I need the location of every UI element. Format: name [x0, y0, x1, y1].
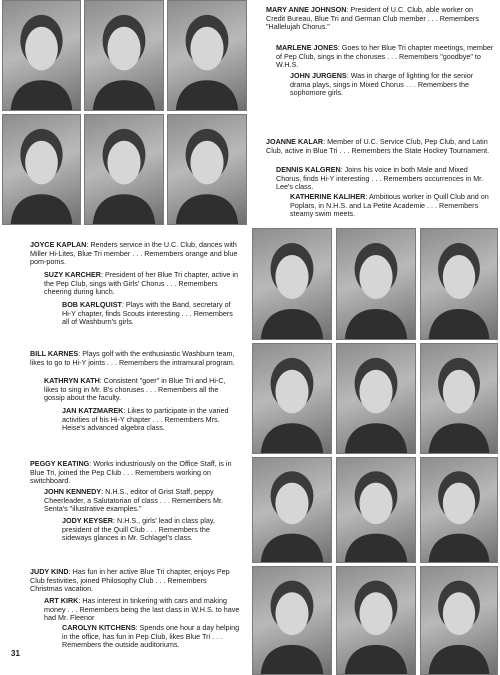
portrait-silhouette — [253, 567, 331, 674]
student-name: KATHRYN KATH — [44, 376, 100, 385]
bio-entry: ART KIRK: Has interest in tinkering with cars and making money . . . Remembers being the last class in W.H.S. to have had Mr. Fleenor — [44, 596, 240, 623]
student-name: BILL KARNES — [30, 349, 79, 358]
student-description: President of her Blue Tri chapter, active in the Pep Club, sings with Girls' Chorus . . . Remembers cheering during lunch. — [44, 270, 239, 297]
student-description: Likes to participate in the varied activities of his Hi-Y chapter . . . Remembers Mrs. Heise's advanced algebra class. — [62, 406, 229, 433]
portrait-photo — [420, 457, 498, 563]
student-name: JAN KATZMAREK — [62, 406, 124, 415]
portrait-photo — [336, 343, 416, 454]
portrait-silhouette — [421, 344, 497, 453]
portrait-photo — [2, 114, 81, 225]
bio-entry: JOANNE KALAR: Member of U.C. Service Club, Pep Club, and Latin Club, active in Blue Tri . . . Remembers the State Hockey Tournament. — [266, 137, 490, 155]
bio-entry: MARLENE JONES: Goes to her Blue Tri chapter meetings, member of Pep Club, sings in the choruses . . . Remembers "goodbye" to W.H.S. — [276, 43, 494, 70]
portrait-silhouette — [253, 344, 331, 453]
student-name: JOYCE KAPLAN — [30, 240, 87, 249]
portrait-photo — [252, 566, 332, 675]
portrait-photo — [167, 114, 247, 225]
student-description: Consistent "goer" in Blue Tri and Hi-C, likes to sing in Mr. B's choruses . . . Remembers all the gossip about the faculty. — [44, 376, 226, 403]
portrait-photo — [167, 0, 247, 111]
portrait-silhouette — [421, 458, 497, 562]
bio-entry: JUDY KIND: Has fun in her active Blue Tri chapter, enjoys Pep Club festivities, joined Philosophy Club . . . Remembers Christmas vacation. — [30, 567, 230, 594]
portrait-photo — [336, 228, 416, 340]
portrait-silhouette — [85, 115, 163, 224]
student-description: Has interest in tinkering with cars and making money . . . Remembers being the last class in W.H.S. to have had Mr. Fleenor — [44, 596, 240, 623]
bio-entry: PEGGY KEATING: Works industriously on the Office Staff, is in Blue Tri, joined the Pep Club . . . Remembers working on switchboard. — [30, 459, 232, 486]
student-description: N.H.S., girls' lead in class play, president of the Quill Club . . . Remembers the sideways glances in Mr. Schlagel's class. — [62, 516, 215, 543]
student-description: Goes to her Blue Tri chapter meetings, member of Pep Club, sings in the choruses . . . Remembers "goodbye" to W.H.S. — [276, 43, 494, 70]
bio-entry: KATHRYN KATH: Consistent "goer" in Blue Tri and Hi-C, likes to sing in Mr. B's choruses . . . Remembers all the gossip about the faculty. — [44, 376, 226, 403]
student-name: PEGGY KEATING — [30, 459, 90, 468]
portrait-silhouette — [253, 458, 331, 562]
portrait-photo — [84, 0, 164, 111]
bio-entry: JOHN JURGENS: Was in charge of lighting for the senior drama plays, sings in Mixed Chorus . . . Remembers the sophomore girls. — [290, 71, 474, 98]
bio-entry: BOB KARLQUIST: Plays with the Band, secretary of Hi-Y chapter, finds Scouts interesting . . . Remembers all of Washburn's girls. — [62, 300, 233, 327]
student-description: Works industriously on the Office Staff, is in Blue Tri, joined the Pep Club . . . Remembers working on switchboard. — [30, 459, 232, 486]
student-name: MARLENE JONES — [276, 43, 338, 52]
student-name: BOB KARLQUIST — [62, 300, 122, 309]
bio-entry: DENNIS KALGREN: Joins his voice in both Male and Mixed Chorus, finds Hi-Y interesting . . . Remembers occurrences in Mr. Lee's class. — [276, 165, 484, 192]
student-name: CAROLYN KITCHENS — [62, 623, 136, 632]
bio-entry: CAROLYN KITCHENS: Spends one hour a day helping in the office, has fun in Pep Club, likes Blue Tri . . . Remembers the outside auditoriums. — [62, 623, 240, 650]
student-name: ART KIRK — [44, 596, 79, 605]
bio-entry: MARY ANNE JOHNSON: President of U.C. Club, able worker on Credit Bureau, Blue Tri and German Club member . . . Remembers "Hallelujah Chorus." — [266, 5, 479, 32]
student-description: Spends one hour a day helping in the office, has fun in Pep Club, likes Blue Tri . . . Remembers the outside auditoriums. — [62, 623, 240, 650]
bio-entry: JAN KATZMAREK: Likes to participate in the varied activities of his Hi-Y chapter . . . Remembers Mrs. Heise's advanced algebra class. — [62, 406, 229, 433]
student-description: Ambitious worker in Quill Club and on Poplars, in N.H.S. and La Petite Academie . . . Remembers steamy swim meets. — [290, 192, 489, 219]
bio-entry: JODY KEYSER: N.H.S., girls' lead in class play, president of the Quill Club . . . Remembers the sideways glances in Mr. Schlagel's class. — [62, 516, 215, 543]
portrait-photo — [420, 566, 498, 675]
portrait-silhouette — [337, 458, 415, 562]
portrait-silhouette — [168, 1, 246, 110]
portrait-photo — [84, 114, 164, 225]
student-name: SUZY KARCHER — [44, 270, 101, 279]
student-name: JODY KEYSER — [62, 516, 113, 525]
student-description: Renders service in the U.C. Club, dances with Miller Hi-Lites, Blue Tri member . . . Remembers orange and blue pom-poms. — [30, 240, 238, 267]
student-description: Plays with the Band, secretary of Hi-Y chapter, finds Scouts interesting . . . Remembers all of Washburn's girls. — [62, 300, 233, 327]
bio-entry: JOHN KENNEDY: N.H.S., editor of Grist Staff, peppy Cheerleader, a Salutatorian of class . . . Remembers Mr. Senta's "illustrative examples." — [44, 487, 223, 514]
student-description: Joins his voice in both Male and Mixed Chorus, finds Hi-Y interesting . . . Remembers occurrences in Mr. Lee's class. — [276, 165, 484, 192]
portrait-silhouette — [421, 229, 497, 339]
portrait-silhouette — [85, 1, 163, 110]
page-number: 31 — [11, 649, 20, 658]
student-name: JOHN KENNEDY — [44, 487, 102, 496]
portrait-silhouette — [337, 344, 415, 453]
student-description: Was in charge of lighting for the senior drama plays, sings in Mixed Chorus . . . Remembers the sophomore girls. — [290, 71, 474, 98]
student-name: JUDY KIND — [30, 567, 69, 576]
portrait-silhouette — [168, 115, 246, 224]
portrait-silhouette — [337, 229, 415, 339]
portrait-photo — [336, 566, 416, 675]
portrait-silhouette — [253, 229, 331, 339]
portrait-photo — [252, 228, 332, 340]
bio-entry: SUZY KARCHER: President of her Blue Tri chapter, active in the Pep Club, sings with Girls' Chorus . . . Remembers cheering during lunch. — [44, 270, 239, 297]
student-name: JOANNE KALAR — [266, 137, 324, 146]
portrait-photo — [2, 0, 81, 111]
portrait-photo — [252, 343, 332, 454]
student-name: JOHN JURGENS — [290, 71, 347, 80]
portrait-photo — [252, 457, 332, 563]
bio-entry: KATHERINE KALIHER: Ambitious worker in Quill Club and on Poplars, in N.H.S. and La Petite Academie . . . Remembers steamy swim meets. — [290, 192, 489, 219]
portrait-silhouette — [421, 567, 497, 674]
student-description: N.H.S., editor of Grist Staff, peppy Cheerleader, a Salutatorian of class . . . Remembers Mr. Senta's "illustrative examples." — [44, 487, 223, 514]
portrait-silhouette — [337, 567, 415, 674]
bio-entry: BILL KARNES: Plays golf with the enthusiastic Washburn team, likes to go to Hi-Y joints . . . Remembers the intramural program. — [30, 349, 235, 367]
bio-entry: JOYCE KAPLAN: Renders service in the U.C. Club, dances with Miller Hi-Lites, Blue Tri member . . . Remembers orange and blue pom-poms. — [30, 240, 238, 267]
student-description: Member of U.C. Service Club, Pep Club, and Latin Club, active in Blue Tri . . . Remembers the State Hockey Tournament. — [266, 137, 490, 155]
student-description: Has fun in her active Blue Tri chapter, enjoys Pep Club festivities, joined Philosophy Club . . . Remembers Christmas vacation. — [30, 567, 230, 594]
portrait-photo — [420, 228, 498, 340]
portrait-silhouette — [3, 115, 80, 224]
student-name: MARY ANNE JOHNSON — [266, 5, 347, 14]
student-description: Plays golf with the enthusiastic Washburn team, likes to go to Hi-Y joints . . . Remembers the intramural program. — [30, 349, 235, 367]
student-name: KATHERINE KALIHER — [290, 192, 366, 201]
portrait-photo — [336, 457, 416, 563]
portrait-photo — [420, 343, 498, 454]
portrait-silhouette — [3, 1, 80, 110]
student-name: DENNIS KALGREN — [276, 165, 341, 174]
student-description: President of U.C. Club, able worker on Credit Bureau, Blue Tri and German Club member . . . Remembers "Hallelujah Chorus." — [266, 5, 479, 32]
